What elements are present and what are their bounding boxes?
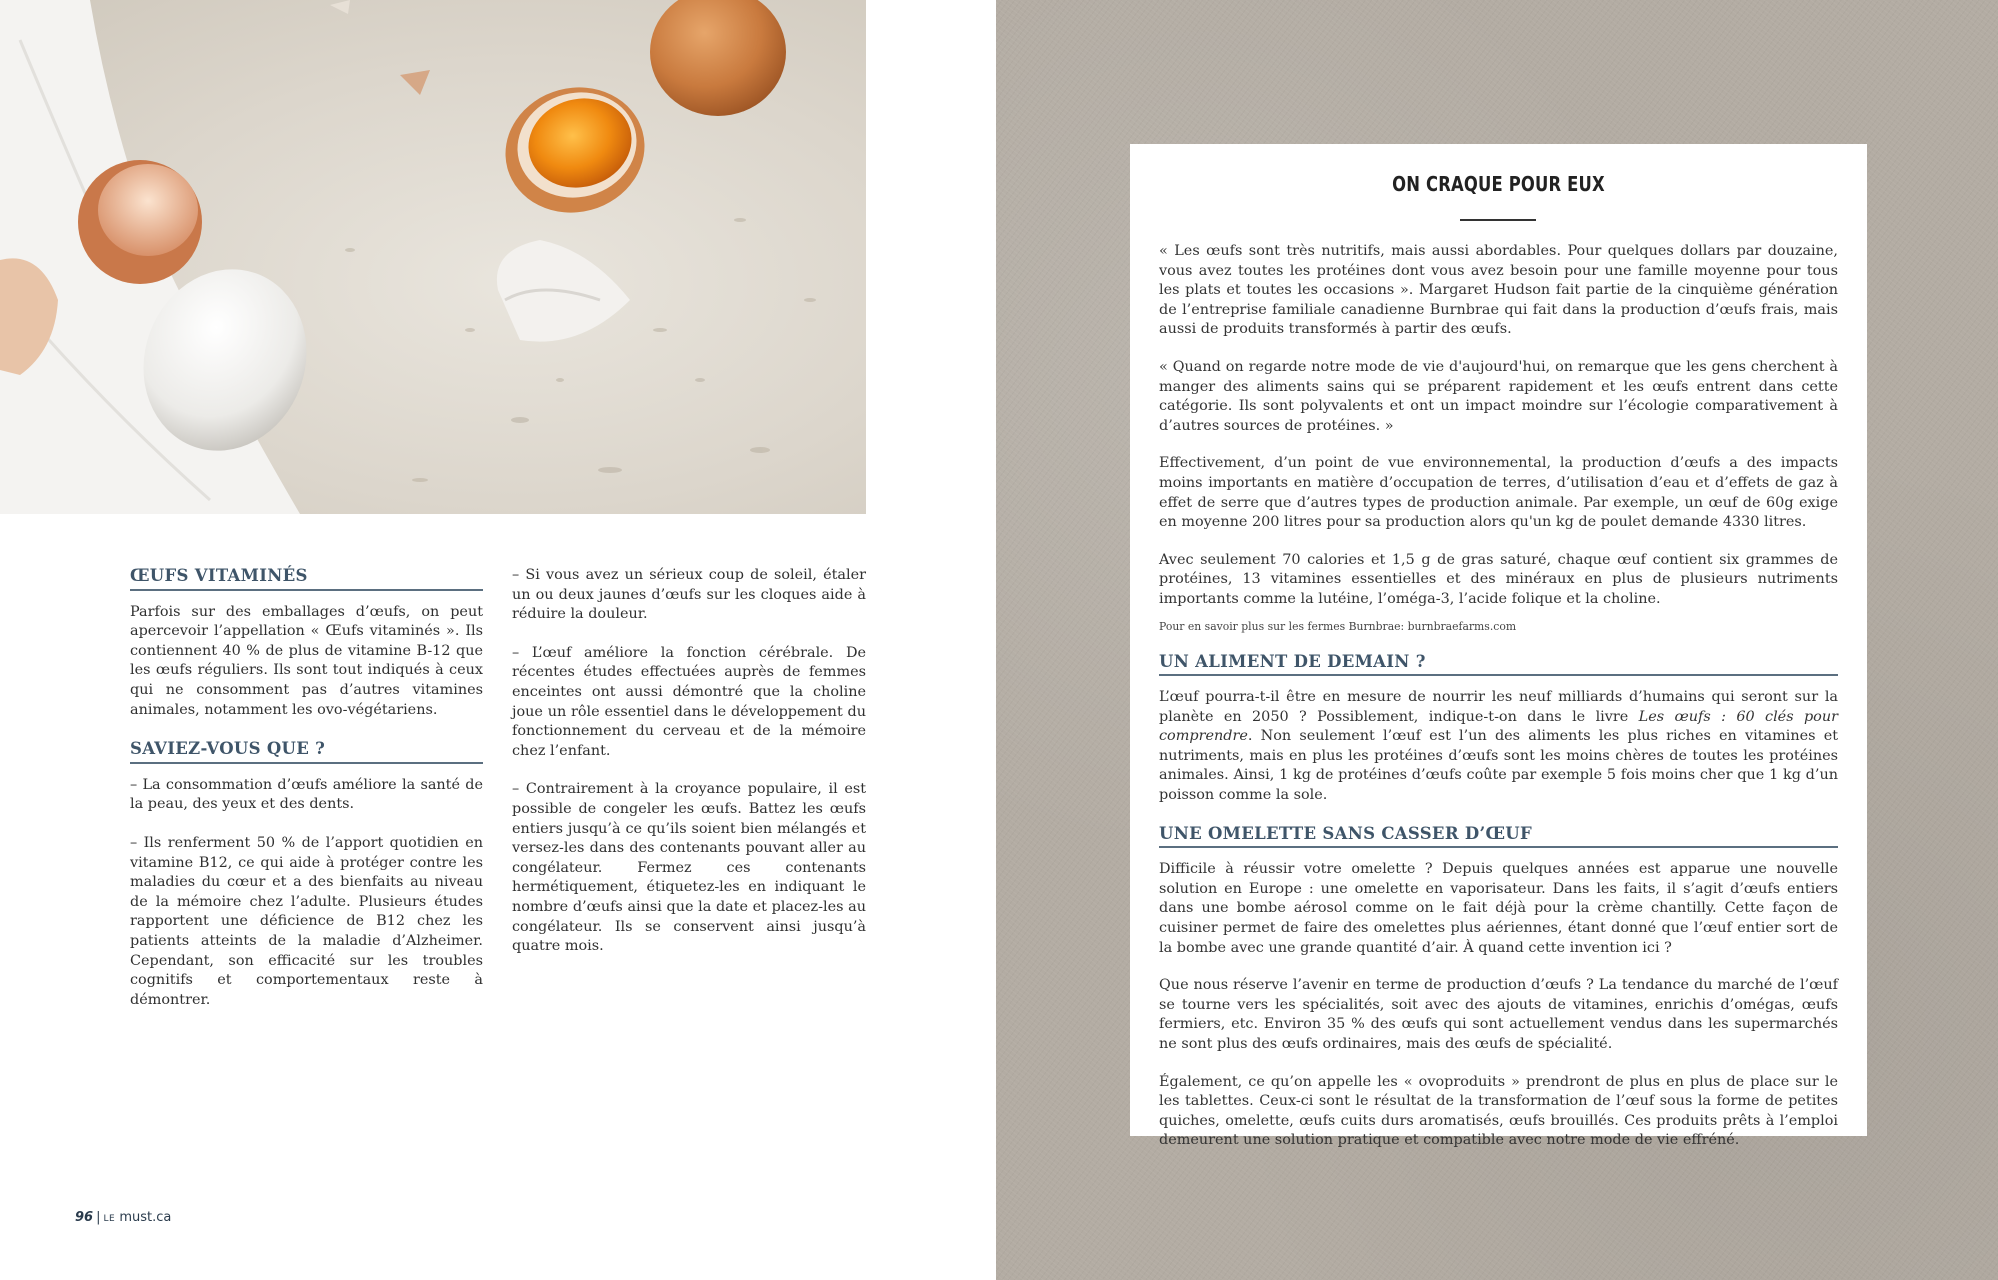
paragraph: – L’œuf améliore la fonction cérébrale. De récentes études effectuées auprès de femmes enceintes ont aussi démontré que la choline joue un rôle essentiel dans le développement du fonctionnement du cerveau et de la mémoire chez l’enfant. bbox=[512, 644, 866, 759]
left-page bbox=[0, 0, 996, 1280]
card-title: ON CRAQUE POUR EUX bbox=[1392, 172, 1605, 196]
paragraph: Difficile à réussir votre omelette ? Depuis quelques années est apparue une nouvelle solution en Europe : une omelette en vaporisateur. Dans les faits, il s’agit d’œufs entiers dans une bombe aérosol comme on le fait déjà pour la crème chantilly. Cette façon de cuisiner permet de faire des omelettes plus aériennes, étant donné que l’œuf entier sort de la bombe avec une grande quantité d’air. À quand cette invention ici ? bbox=[1159, 861, 1838, 956]
paragraph: – Ils renferment 50 % de l’apport quotidien en vitamine B12, ce qui aide à protéger contre les maladies du cœur et a des bienfaits au niveau de la mémoire chez l’adulte. Plusieurs études rapportent une déficience de B12 chez les patients atteints de la maladie d’Alzheimer. Cependant, son efficacité sur les troubles cognitifs et comportementaux reste à démontrer. bbox=[130, 834, 483, 1008]
heading-aliment-demain: UN ALIMENT DE DEMAIN ? bbox=[1159, 652, 1838, 677]
card-body bbox=[1159, 242, 1838, 1169]
paragraph: Effectivement, d’un point de vue environnemental, la production d’œufs a des impacts moins importants en matière d’occupation de terres, d’utilisation d’eau et d’effets de gaz à effet de serre que d’autres types de production animale. Par exemple, un œuf de 60g exige en moyenne 200 litres pour sa production alors qu'un kg de poulet demande 4330 litres. bbox=[1159, 455, 1838, 531]
page-folio: 96 | LE must.ca bbox=[75, 1210, 172, 1225]
paragraph: Parfois sur des emballages d’œufs, on peut apercevoir l’appellation « Œufs vitaminés ». Ils contiennent 40 % de plus de vitamine B-12 que les œufs réguliers. Ils sont tout indiqués à ceux qui ne consomment pas d’autres vitamines animales, notamment les ovo-végétariens. bbox=[130, 603, 483, 718]
heading-omelette: UNE OMELETTE SANS CASSER D’ŒUF bbox=[1159, 824, 1838, 849]
paragraph: – La consommation d’œufs améliore la santé de la peau, des yeux et des dents. bbox=[130, 776, 483, 813]
heading-saviez-vous: SAVIEZ-VOUS QUE ? bbox=[130, 739, 483, 764]
title-rule bbox=[1460, 219, 1536, 221]
left-column-b bbox=[512, 566, 866, 976]
right-page bbox=[996, 0, 1998, 1280]
eggs-photo bbox=[0, 0, 866, 514]
left-column-a bbox=[130, 566, 483, 1029]
page-number: 96 bbox=[75, 1210, 94, 1225]
paragraph: – Contrairement à la croyance populaire, il est possible de congeler les œufs. Battez les œufs entiers jusqu’à ce qu’ils soient bien mélangés et versez-les dans des contenants pouvant aller au congélateur. Fermez ces contenants hermétiquement, étiquetez-les en indiquant le nombre d’œufs ainsi que la date et placez-les au congélateur. Ils se conservent ainsi jusqu’à quatre mois. bbox=[512, 781, 866, 955]
paragraph: – Si vous avez un sérieux coup de soleil, étaler un ou deux jaunes d’œufs sur les cloques aide à réduire la douleur. bbox=[512, 567, 866, 623]
article-card bbox=[1130, 144, 1867, 1149]
paragraph: Également, ce qu’on appelle les « ovoproduits » prendront de plus en plus de place sur le les tablettes. Ceux-ci sont le résultat de la transformation de l’œuf sous la forme de petites quiches, omelette, œufs cuits durs aromatisés, œufs brouillés. Ces produits prêts à l’emploi demeurent une solution pratique et compatible avec notre mode de vie effréné. bbox=[1159, 1073, 1838, 1149]
paragraph: « Quand on regarde notre mode de vie d'aujourd'hui, on remarque que les gens cherchent à manger des aliments sains qui se préparent rapidement et les œufs entrent dans cette catégorie. Ils sont polyvalents et ont un impact moindre sur l’écologie comparativement à d’autres sources de protéines. » bbox=[1159, 358, 1838, 434]
source-note: Pour en savoir plus sur les fermes Burnbrae: burnbraefarms.com bbox=[1159, 619, 1517, 633]
book-title: Les œufs : 60 clés pour comprendre bbox=[1159, 708, 1838, 745]
folio-le: LE bbox=[103, 1214, 116, 1224]
paragraph: L’œuf pourra-t-il être en mesure de nourrir les neuf milliards d’humains qui seront sur la planète en 2050 ? Possiblement, indique-t-on dans le livre Les œufs : 60 clés pour comprendre. Non seulement l’œuf est l’un des aliments les plus riches en vitamines et nutriments, mais en plus les protéines d’œufs sont les moins chères de toutes les protéines animales. Ainsi, 1 kg de protéines d’œufs coûte par exemple 5 fois moins cher que 1 kg d’un poisson comme la sole. bbox=[1159, 689, 1838, 804]
heading-oeufs-vitamines: ŒUFS VITAMINÉS bbox=[130, 566, 483, 591]
paragraph: Avec seulement 70 calories et 1,5 g de gras saturé, chaque œuf contient six grammes de protéines, 13 vitamines essentielles et des minéraux en plus de plusieurs nutriments importants comme la lutéine, l’oméga-3, l’acide folique et la choline. bbox=[1159, 551, 1838, 607]
paragraph: « Les œufs sont très nutritifs, mais aussi abordables. Pour quelques dollars par douzaine, vous avez toutes les protéines dont vous avez besoin pour une famille moyenne pour tous les plats et toutes les occasions ». Margaret Hudson fait partie de la cinquième génération de l’entreprise familiale canadienne Burnbrae qui fait dans la production d’œufs frais, mais aussi de produits transformés à partir des œufs. bbox=[1159, 243, 1838, 338]
eggs-illustration bbox=[0, 0, 866, 514]
paragraph: Que nous réserve l’avenir en terme de production d’œufs ? La tendance du marché de l’œuf se tourne vers les spécialités, soit avec des ajouts de vitamines, enrichis d’omégas, œufs fermiers, etc. Environ 35 % des œufs qui sont actuellement vendus dans les supermarchés ne sont plus des œufs ordinaires, mais des œufs de spécialité. bbox=[1159, 977, 1838, 1052]
folio-site: must.ca bbox=[119, 1210, 172, 1225]
